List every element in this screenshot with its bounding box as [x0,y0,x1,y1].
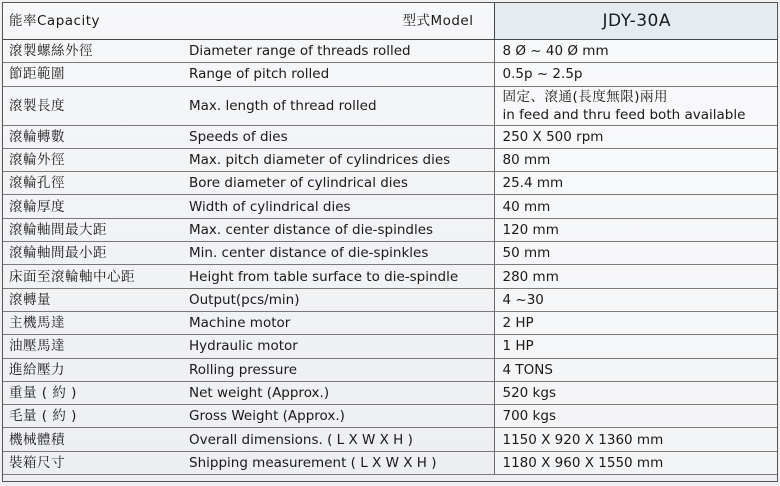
spec-name-zh: 滾製長度 [3,86,183,125]
capacity-label: 能率Capacity [3,3,183,40]
spec-name-en: Diameter range of threads rolled [183,40,494,63]
spec-name-zh: 主機馬達 [3,311,183,334]
spec-value-line2: in feed and thru feed both available [502,106,746,123]
spec-name-zh: 毛量 ( 約 ) [3,405,183,428]
spec-name-en: Net weight (Approx.) [183,381,494,404]
spec-name-en: Machine motor [183,311,494,334]
spec-name-zh: 油壓馬達 [3,335,183,358]
spec-name-en: Height from table surface to die-spindle [183,265,494,288]
spec-name-en: Max. pitch diameter of cylindrices dies [183,148,494,171]
table-row [3,218,777,241]
spec-value: 8 Ø ~ 40 Ø mm [494,40,777,63]
table-row [3,242,777,265]
spec-name-zh: 滾轉量 [3,288,183,311]
spec-value: 520 kgs [494,381,777,404]
spec-value: 4 ~30 [494,288,777,311]
table-header [3,3,777,40]
spec-value: 120 mm [494,218,777,241]
model-value: JDY-30A [494,3,777,40]
spec-name-en: Bore diameter of cylindrical dies [183,172,494,195]
table-row [3,335,777,358]
model-label: 型式Model [183,3,494,40]
table-row [3,63,777,86]
table-row [3,125,777,148]
table-row [3,381,777,404]
spec-value: 4 TONS [494,358,777,381]
spec-name-zh: 重量 ( 約 ) [3,381,183,404]
spec-name-zh: 滾輪外徑 [3,148,183,171]
spec-name-zh: 節距範圍 [3,63,183,86]
spec-name-en: Hydraulic motor [183,335,494,358]
spec-value: 1180 X 960 X 1550 mm [494,451,777,474]
table-row [3,428,777,451]
table-row [3,148,777,171]
spec-name-en: Width of cylindrical dies [183,195,494,218]
table-row [3,405,777,428]
spec-value: 250 X 500 rpm [494,125,777,148]
spec-name-en: Shipping measurement ( L X W X H ) [183,451,494,474]
table-row [3,288,777,311]
spec-sheet [2,2,778,482]
spec-name-en: Max. length of thread rolled [183,86,494,125]
spec-name-en: Output(pcs/min) [183,288,494,311]
table-row [3,172,777,195]
spec-value: 40 mm [494,195,777,218]
table-row [3,195,777,218]
table-row [3,265,777,288]
spec-name-zh: 進給壓力 [3,358,183,381]
spec-value: 0.5p ~ 2.5p [494,63,777,86]
spec-name-zh: 機械體積 [3,428,183,451]
table-row [3,358,777,381]
spec-name-en: Gross Weight (Approx.) [183,405,494,428]
spec-value: 280 mm [494,265,777,288]
spec-value: 50 mm [494,242,777,265]
table-row [3,40,777,63]
spec-value: 1 HP [494,335,777,358]
table-row [3,311,777,334]
spec-name-en: Min. center distance of die-spinkles [183,242,494,265]
spec-name-en: Overall dimensions. ( L X W X H ) [183,428,494,451]
spec-value-line1: 固定、滾通(長度無限)兩用 [502,88,669,105]
spec-table [3,3,777,475]
spec-value: 25.4 mm [494,172,777,195]
spec-name-en: Max. center distance of die-spindles [183,218,494,241]
spec-name-zh: 滾輪軸間最小距 [3,242,183,265]
spec-name-zh: 滾製螺絲外徑 [3,40,183,63]
spec-name-zh: 滾輪厚度 [3,195,183,218]
spec-name-zh: 床面至滾輪軸中心距 [3,265,183,288]
spec-name-zh: 裝箱尺寸 [3,451,183,474]
table-row [3,86,777,125]
spec-name-zh: 滾輪轉數 [3,125,183,148]
spec-value: 700 kgs [494,405,777,428]
table-row [3,451,777,474]
spec-name-en: Range of pitch rolled [183,63,494,86]
spec-name-en: Speeds of dies [183,125,494,148]
spec-value [494,86,777,125]
spec-name-en: Rolling pressure [183,358,494,381]
spec-name-zh: 滾輪軸間最大距 [3,218,183,241]
spec-name-zh: 滾輪孔徑 [3,172,183,195]
spec-value: 1150 X 920 X 1360 mm [494,428,777,451]
spec-value: 80 mm [494,148,777,171]
spec-value: 2 HP [494,311,777,334]
